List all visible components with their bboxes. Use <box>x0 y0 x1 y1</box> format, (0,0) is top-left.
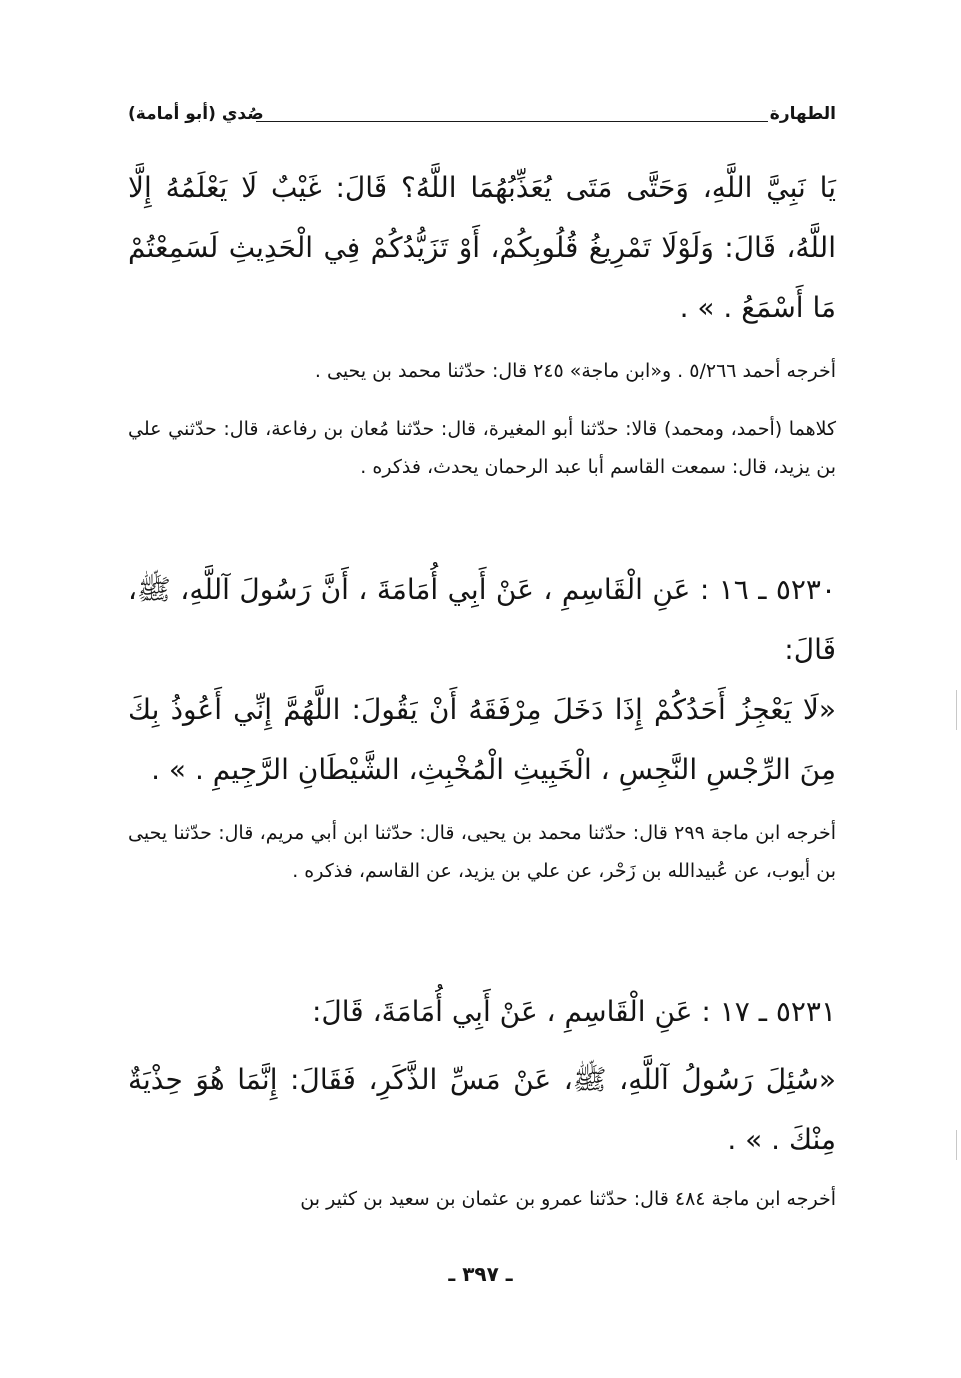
isnad-note: كلاهما (أحمد، ومحمد) قالا: حدّثنا أبو المغيرة، قال: حدّثنا مُعان بن رفاعة، قال: حدّثني علي بن يزيد، قال: سمعت القاسم أبا عبد الرحمان يحدث، فذكره . <box>128 418 836 478</box>
page-number: ـ ٣٩٧ ـ <box>448 1262 513 1286</box>
takhrij-5230-note: أخرجه ابن ماجة ٢٩٩ قال: حدّثنا محمد بن يحيى، قال: حدّثنا ابن أبي مريم، قال: حدّثنا يحيى بن أيوب، عن عُبيدالله بن زَحْر، عن علي بن يزيد، عن القاسم، فذكره . <box>128 822 836 882</box>
header-rule <box>256 121 768 122</box>
scan-edge-mark <box>956 690 957 730</box>
takhrij-note: أخرجه أحمد ٥/٢٦٦ . و«ابن ماجة» ٢٤٥ قال: حدّثنا محمد بن يحيى . <box>314 360 836 382</box>
scan-edge-mark <box>956 1130 957 1160</box>
hadith-5230-text: «لَا يَعْجِزُ أَحَدُكُمْ إِذَا دَخَلَ مِرْفَقَهُ أَنْ يَقُولَ: اللَّهُمَّ إِنِّي أَعُوذُ بِكَ مِنَ الرِّجْسِ النَّجِسِ ، الْخَبِيثِ الْمُخْبِثِ، الشَّيْطَانِ الرَّجِيمِ . » . <box>128 693 836 786</box>
running-header <box>128 104 836 134</box>
hadith-text-continued: يَا نَبِيَّ اللَّهِ، وَحَتَّى مَتَى يُعَذِّبُهُمَا اللَّهُ؟ قَالَ: غَيْبٌ لَا يَعْلَمُهُ إِلَّا اللَّهُ، قَالَ: وَلَوْلَا تَمْرِيغُ قُلُوبِكُمْ، أَوْ تَزَيُّدُكُمْ فِي الْحَدِيثِ لَسَمِعْتُمْ مَا أَسْمَعُ . » . <box>128 171 836 324</box>
hadith-5231-text: «سُئِلَ رَسُولُ آللَّهِ، ﷺ، عَنْ مَسِّ الذَّكَرِ، فَقَالَ: إِنَّمَا هُوَ حِذْيَةٌ مِنْكَ . » . <box>128 1063 836 1156</box>
section-title: صُدي (أبو أمامة) <box>128 104 264 124</box>
hadith-5231-header: ٥٢٣١ ـ ١٧ : عَنِ الْقَاسِمِ ، عَنْ أَبِي أُمَامَةَ، قَالَ: <box>311 995 836 1028</box>
takhrij-5231-note: أخرجه ابن ماجة ٤٨٤ قال: حدّثنا عمرو بن عثمان بن سعيد بن كثير بن <box>300 1188 836 1210</box>
hadith-5230-header: ٥٢٣٠ ـ ١٦ : عَنِ الْقَاسِمِ ، عَنْ أَبِي أُمَامَةَ ، أَنَّ رَسُولَ آللَّهِ، ﷺ، قَالَ: <box>128 573 836 666</box>
chapter-title: الطهارة <box>769 104 836 124</box>
